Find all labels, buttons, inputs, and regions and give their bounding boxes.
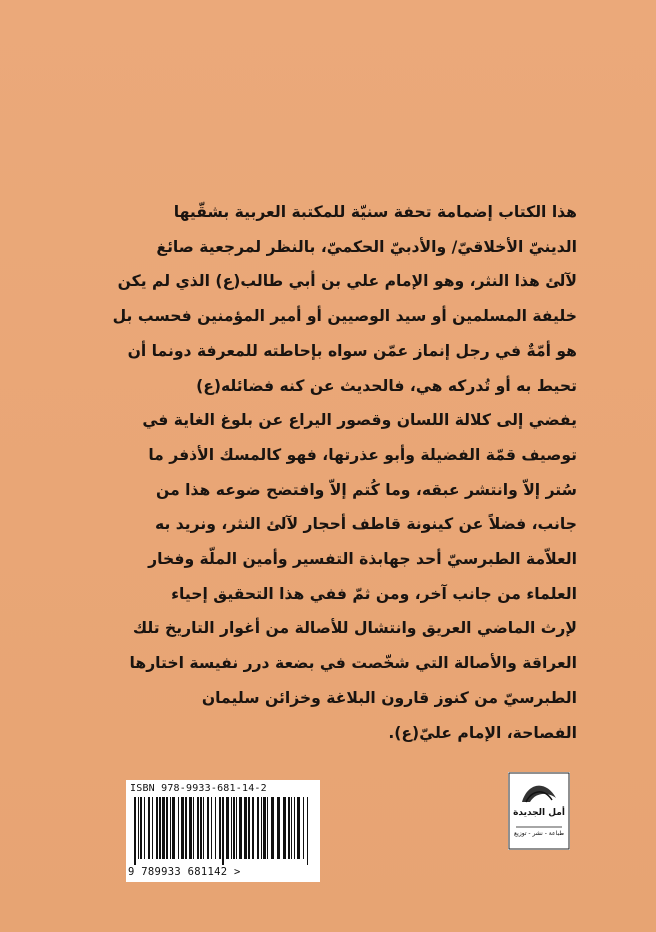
barcode-bar bbox=[244, 797, 247, 859]
barcode-bar bbox=[307, 797, 308, 865]
blurb-line: لآلئ هذا النثر، وهو الإمام علي بن أبي طالب(ع) الذي لم يكن bbox=[117, 272, 577, 291]
barcode-bar bbox=[185, 797, 187, 859]
barcode-bar bbox=[172, 797, 175, 859]
barcode-bar bbox=[193, 797, 194, 859]
barcode-bar bbox=[178, 797, 179, 859]
barcode-bar bbox=[215, 797, 216, 859]
barcode-bar bbox=[219, 797, 221, 859]
barcode-bar bbox=[222, 797, 224, 865]
blurb-line: خليفة المسلمين أو سيد الوصيين أو أمير المؤمنين فحسب بل bbox=[112, 307, 577, 326]
publisher-tagline: طباعة - نشر - توزيع bbox=[513, 830, 565, 837]
barcode-bar bbox=[291, 797, 292, 859]
barcode-bar bbox=[257, 797, 259, 859]
publisher-logo bbox=[508, 772, 570, 850]
blurb-line: هذا الكتاب إضمامة تحفة سنيّة للمكتبة العربية بشقّيها bbox=[173, 203, 577, 221]
barcode-bar bbox=[144, 797, 145, 859]
barcode-bar bbox=[288, 797, 290, 859]
barcode-bar bbox=[267, 797, 268, 859]
barcode-bar bbox=[263, 797, 266, 859]
barcode-bar bbox=[294, 797, 295, 859]
blurb-line: الدينيّ الأخلاقيّ/ والأدبيّ الحكميّ، بالنظر لمرجعية صائغ bbox=[156, 237, 577, 256]
barcode-bar bbox=[283, 797, 286, 859]
blurb-line: توصيف قمّة الفضيلة وأبو عذرتها، فهو كالمسك الأذفر ما bbox=[148, 445, 577, 464]
barcode-bar bbox=[189, 797, 192, 859]
barcode-bar bbox=[261, 797, 262, 859]
barcode-bar bbox=[277, 797, 280, 859]
blurb-line: سُتر إلاّ وانتشر عبقه، وما كُتم إلاّ وافتضح ضوعه هذا من bbox=[156, 480, 577, 499]
barcode-digits: 9 789933 681142 > bbox=[128, 866, 241, 878]
barcode-bar bbox=[181, 797, 184, 859]
barcode-bar bbox=[159, 797, 161, 859]
barcode-bar bbox=[152, 797, 153, 859]
barcode-bar bbox=[303, 797, 304, 859]
blurb-line: العلاّمة الطبرسيّ أحد جهابذة التفسير وأمين الملّة وفخار bbox=[148, 550, 577, 569]
barcode-bar bbox=[170, 797, 171, 859]
barcode-bar bbox=[156, 797, 158, 859]
isbn-barcode bbox=[126, 780, 320, 882]
blurb-line: تحيط به أو تُدركه هي، فالحديث عن كنه فضائله(ع) bbox=[196, 376, 577, 395]
blurb-line: الطبرسيّ من كنوز قارون البلاغة وخزائن سليمان bbox=[201, 688, 577, 707]
barcode-bar bbox=[239, 797, 242, 859]
blurb-line: لإرث الماضي العريق وانتشال للأصالة من أغوار التاريخ تلك bbox=[132, 619, 577, 638]
barcode-bar bbox=[203, 797, 204, 859]
barcode-bar bbox=[233, 797, 235, 859]
blurb-line: العراقة والأصالة التي شخّصت في بضعة درر نفيسة اختارها bbox=[129, 654, 577, 673]
barcode-bar bbox=[226, 797, 229, 859]
isbn-label: ISBN 978-9933-681-14-2 bbox=[130, 783, 267, 794]
blurb-line: هو أمّةٌ في رجل إنماز عمّن سواه بإحاطته للمعرفة دونما أن bbox=[127, 341, 577, 360]
blurb-line: جانب، فضلاً عن كينونة قاطف أحجار لآلئ النثر، ونريد به bbox=[155, 515, 577, 534]
barcode-bar bbox=[231, 797, 232, 859]
barcode-bar bbox=[271, 797, 274, 859]
barcode-bar bbox=[236, 797, 237, 859]
barcode-bar bbox=[134, 797, 136, 865]
barcode-bars bbox=[132, 797, 314, 865]
publisher-name: أمل الجديدة bbox=[513, 808, 565, 818]
barcode-bar bbox=[297, 797, 300, 859]
blurb-line: الفصاحة، الإمام عليّ(ع). bbox=[388, 723, 577, 742]
blurb-text bbox=[82, 195, 577, 750]
barcode-bar bbox=[211, 797, 212, 859]
barcode-bar bbox=[166, 797, 168, 859]
barcode-bar bbox=[207, 797, 209, 859]
barcode-bar bbox=[138, 797, 139, 859]
blurb-line: العلماء من جانب آخر، ومن ثمّ ففي هذا التحقيق إحياء bbox=[171, 584, 577, 603]
barcode-bar bbox=[197, 797, 199, 859]
blurb-line: يفضي إلى كلالة اللسان وقصور اليراع عن بلوغ الغاية في bbox=[142, 411, 577, 430]
barcode-bar bbox=[162, 797, 165, 859]
barcode-bar bbox=[140, 797, 142, 859]
barcode-bar bbox=[252, 797, 254, 859]
barcode-bar bbox=[148, 797, 150, 859]
barcode-bar bbox=[200, 797, 202, 859]
barcode-bar bbox=[248, 797, 250, 859]
